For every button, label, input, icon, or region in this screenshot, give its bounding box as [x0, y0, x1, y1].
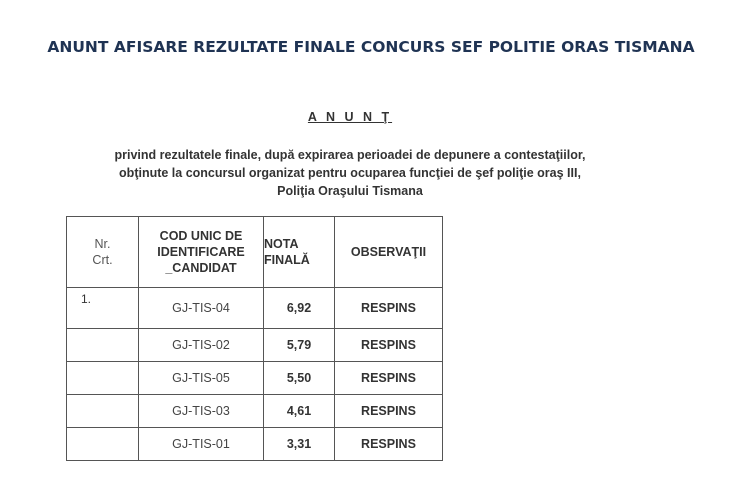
header-nota	[264, 217, 335, 288]
header-nr-line: Crt.	[92, 253, 113, 267]
cell-nota: 4,61	[264, 395, 335, 428]
cell-cod: GJ-TIS-01	[139, 428, 264, 461]
header-cod-line: _CANDIDAT	[165, 261, 237, 275]
results-table	[66, 216, 443, 461]
header-nr	[67, 217, 139, 288]
cell-nota: 5,79	[264, 329, 335, 362]
table-header-row	[67, 217, 443, 288]
cell-nr	[67, 329, 139, 362]
cell-obs: RESPINS	[335, 395, 443, 428]
cell-nota: 6,92	[264, 288, 335, 329]
intro-line: Poliţia Oraşului Tismana	[277, 184, 423, 198]
header-nr-line: Nr.	[94, 237, 111, 251]
cell-nota: 5,50	[264, 362, 335, 395]
cell-obs: RESPINS	[335, 329, 443, 362]
table-row	[67, 329, 443, 362]
header-cod-line: IDENTIFICARE	[157, 245, 245, 259]
intro-line: privind rezultatele finale, după expirarea perioadei de depunere a contestaţiilor,	[114, 148, 586, 162]
header-cod-line: COD UNIC DE	[159, 229, 243, 243]
header-nota-line: NOTA	[264, 237, 299, 251]
header-obs: OBSERVAŢII	[335, 217, 443, 288]
page-title: ANUNT AFISARE REZULTATE FINALE CONCURS SEF POLITIE ORAS TISMANA	[47, 38, 695, 56]
table-row	[67, 428, 443, 461]
cell-nr	[67, 428, 139, 461]
cell-nr	[67, 395, 139, 428]
cell-nr: 1.	[67, 288, 139, 329]
notice-heading: A N U N Ţ	[307, 110, 393, 124]
notice-intro	[0, 146, 700, 200]
cell-obs: RESPINS	[335, 362, 443, 395]
cell-cod: GJ-TIS-04	[139, 288, 264, 329]
header-nota-line: FINALĂ	[264, 253, 310, 267]
cell-nr	[67, 362, 139, 395]
cell-cod: GJ-TIS-02	[139, 329, 264, 362]
cell-obs: RESPINS	[335, 428, 443, 461]
table-row	[67, 362, 443, 395]
table-row	[67, 395, 443, 428]
cell-nota: 3,31	[264, 428, 335, 461]
table-row	[67, 288, 443, 329]
cell-cod: GJ-TIS-03	[139, 395, 264, 428]
header-cod	[139, 217, 264, 288]
cell-cod: GJ-TIS-05	[139, 362, 264, 395]
cell-obs: RESPINS	[335, 288, 443, 329]
intro-line: obţinute la concursul organizat pentru ocuparea funcţiei de şef poliţie oraş III,	[119, 166, 581, 180]
